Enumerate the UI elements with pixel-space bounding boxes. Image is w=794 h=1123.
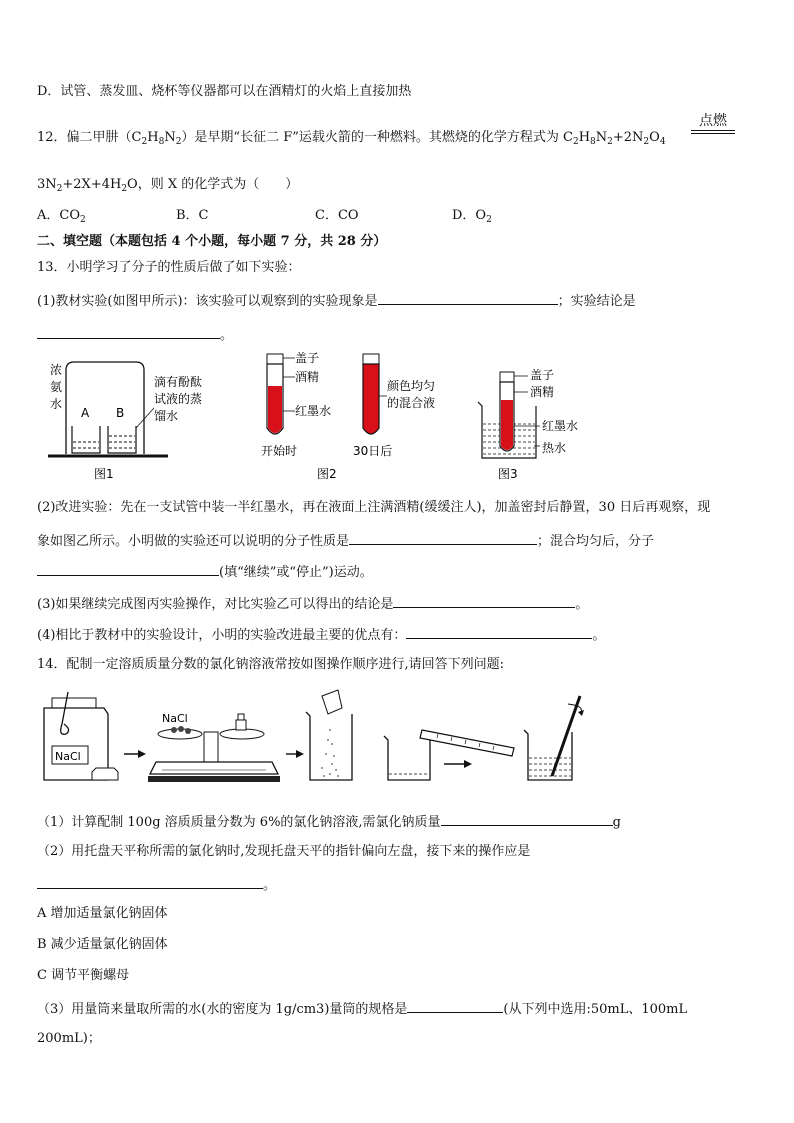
answer-blank[interactable] [393, 593, 575, 608]
condition-label: 点燃 [699, 113, 727, 129]
fig2-label-red: 红墨水 [295, 404, 332, 418]
fig2-caption: 图2 [317, 467, 337, 481]
q13-part2: (2)改进实验：先在一支试管中装一半红墨水，再在液面上注满酒精(缓缓注人)，加盖密封后静置，30 日后再观察，现 [37, 500, 711, 515]
q12-option-c: C．CO [315, 208, 359, 223]
q14-part3 [37, 998, 687, 1019]
text: (填“继续”或“停止”)运动。 [219, 565, 373, 580]
figure-1 [40, 356, 203, 486]
fig2-label-mix-1: 颜色均匀 [387, 379, 436, 393]
sub: 2 [121, 184, 128, 194]
fig3-label-cap: 盖子 [530, 368, 555, 382]
q12-text-e: +2X+4H [62, 177, 122, 192]
text: （1）计算配制 100g 溶质质量分数为 6%的氯化钠溶液,需氯化钠质量 [37, 815, 441, 830]
figure-3 [470, 362, 590, 486]
falling-powder [321, 729, 339, 777]
fig3-label-red: 红墨水 [542, 419, 579, 433]
q14-part2-line2 [37, 874, 276, 895]
leader-line [136, 408, 154, 428]
fig1-label-phenol-3: 馏水 [154, 409, 179, 423]
figure-14 [38, 684, 598, 794]
q14-option-c: C 调节平衡螺母 [37, 968, 130, 983]
q12-text-f: O，则 X 的化学式为（ ） [127, 177, 299, 192]
q12-stem-line2 [37, 176, 298, 194]
balance-column [204, 732, 218, 762]
sym: H [578, 130, 591, 145]
section-heading: 二、填空题（本题包括 4 个小题，每小题 7 分，共 28 分） [37, 234, 387, 249]
sub: 2 [486, 215, 492, 225]
q14-option-a: A 增加适量氯化钠固体 [37, 906, 168, 921]
red-ink-layer [268, 386, 282, 433]
fig1-label-conc-2: 氨 [50, 380, 63, 394]
text: (3)如果继续完成图丙实验操作，对比实验乙可以得出的结论是 [37, 597, 394, 612]
tube1-cap [267, 354, 283, 364]
sub: 4 [659, 137, 666, 147]
q13-part1-line2 [37, 324, 233, 345]
beaker-powder [306, 712, 352, 780]
sub: 8 [590, 137, 596, 147]
q14-part2: （2）用托盘天平称所需的氯化钠时,发现托盘天平的指针偏向左盘，接下来的操作应是 [37, 844, 531, 859]
paper-sheet [322, 690, 342, 714]
sub: 2 [643, 137, 650, 147]
fig2-label-30days: 30日后 [353, 444, 393, 458]
text: 象如图乙所示。小明做的实验还可以说明的分子性质是 [37, 534, 350, 549]
q12-text-a: 12．偏二甲肼（C [37, 130, 142, 145]
text: 。 [263, 878, 277, 893]
sub: 2 [56, 184, 63, 194]
answer-blank[interactable] [407, 998, 503, 1013]
balance-stand [148, 776, 280, 782]
beaker-b [108, 426, 136, 453]
opt: D．O [452, 208, 487, 223]
q12-text-b: ）是早期“长征二 F”运载火箭的一种燃料。其燃烧的化学方程式为 C [181, 130, 573, 145]
q12-text-c: +2N [612, 130, 644, 145]
text: ；混合均匀后，分子 [537, 534, 655, 549]
sub: 2 [175, 137, 182, 147]
fig1-label-b: B [116, 406, 125, 420]
tube2-cap [363, 354, 379, 364]
answer-blank[interactable] [441, 811, 613, 826]
balance-base [150, 762, 278, 774]
fig1-label-phenol-2: 试液的蒸 [154, 392, 203, 406]
equation-double-line [691, 130, 735, 134]
opt: A．CO [37, 208, 80, 223]
answer-blank[interactable] [378, 290, 558, 305]
q13-part2-line2 [37, 530, 654, 551]
text: ；实验结论是 [557, 294, 636, 309]
text: 。 [592, 628, 606, 643]
q13-part4 [37, 624, 605, 645]
nacl-bottle-label: NaCl [55, 750, 81, 763]
red-ink [501, 400, 513, 450]
q13-part1 [37, 290, 636, 311]
sub: 2 [141, 137, 148, 147]
q12-option-b: B．C [176, 208, 209, 223]
text: （3）用量筒来量取所需的水(水的密度为 1g/cm3)量筒的规格是 [37, 1002, 408, 1017]
q13-stem: 13．小明学习了分子的性质后做了如下实验： [37, 260, 301, 275]
sym: O [649, 130, 660, 145]
fig1-label-a: A [81, 406, 90, 420]
fig2-label-start: 开始时 [261, 444, 298, 458]
nacl-balance-label: NaCl [162, 712, 188, 725]
q12-option-a [37, 207, 86, 225]
q14-stem: 14．配制一定溶质质量分数的氯化钠溶液常按如图操作顺序进行,请回答下列问题: [37, 657, 505, 672]
fig1-caption: 图1 [94, 467, 114, 481]
beaker-a [72, 426, 100, 453]
sub: 2 [572, 137, 579, 147]
q12-text-d: 3N [37, 177, 57, 192]
sym: H [147, 130, 159, 145]
unit: g [612, 815, 621, 830]
sub: 8 [158, 137, 165, 147]
answer-blank[interactable] [37, 561, 219, 576]
text: (4)相比于教材中的实验设计，小明的实验改进最主要的优点有： [37, 628, 407, 643]
q14-part3-line2: 200mL)； [37, 1031, 101, 1046]
text: 。 [575, 597, 589, 612]
solution [529, 758, 571, 776]
fig3-label-hot: 热水 [542, 441, 567, 455]
sub: 2 [80, 215, 86, 225]
text: (1)教材实验(如图甲所示)：该实验可以观察到的实验现象是 [37, 294, 378, 309]
fig1-label-phenol-1: 滴有酚酞 [154, 375, 203, 389]
answer-blank[interactable] [349, 530, 537, 545]
answer-blank[interactable] [406, 624, 592, 639]
fig3-label-alcohol: 酒精 [530, 385, 555, 399]
test-tube-30days [363, 364, 379, 434]
weight [236, 720, 246, 730]
figure-2 [255, 350, 455, 486]
q11-option-d: D．试管、蒸发皿、烧杯等仪器都可以在酒精灯的火焰上直接加热 [37, 84, 412, 99]
fig2-label-mix-2: 的混合液 [387, 396, 436, 410]
reaction-condition [691, 112, 735, 134]
q14-option-b: B 减少适量氯化钠固体 [37, 937, 168, 952]
fig1-label-conc-1: 浓 [50, 363, 63, 377]
bell-jar [66, 362, 144, 454]
q12-option-d [452, 207, 492, 225]
text: 。 [220, 328, 234, 343]
q12-stem [37, 129, 666, 147]
alcohol-layer [268, 365, 282, 385]
sym: N [595, 130, 608, 145]
bottle-neck [52, 698, 96, 708]
fig3-caption: 图3 [498, 467, 518, 481]
answer-blank[interactable] [37, 324, 220, 339]
tube3-cap [500, 372, 514, 382]
sub: 2 [607, 137, 613, 147]
q13-part2-line3 [37, 561, 373, 582]
stopper [92, 768, 118, 780]
fig2-label-cap: 盖子 [295, 351, 320, 365]
beaker-pour [384, 736, 430, 780]
fig1-label-conc-3: 水 [50, 397, 63, 411]
q13-part3 [37, 593, 588, 614]
q14-part1 [37, 811, 621, 832]
sym: N [164, 130, 176, 145]
answer-blank[interactable] [37, 874, 263, 889]
graduated-cylinder [420, 730, 514, 756]
text: (从下列中选用:50mL、100mL [503, 1002, 688, 1017]
fig2-label-alcohol: 酒精 [295, 370, 320, 384]
